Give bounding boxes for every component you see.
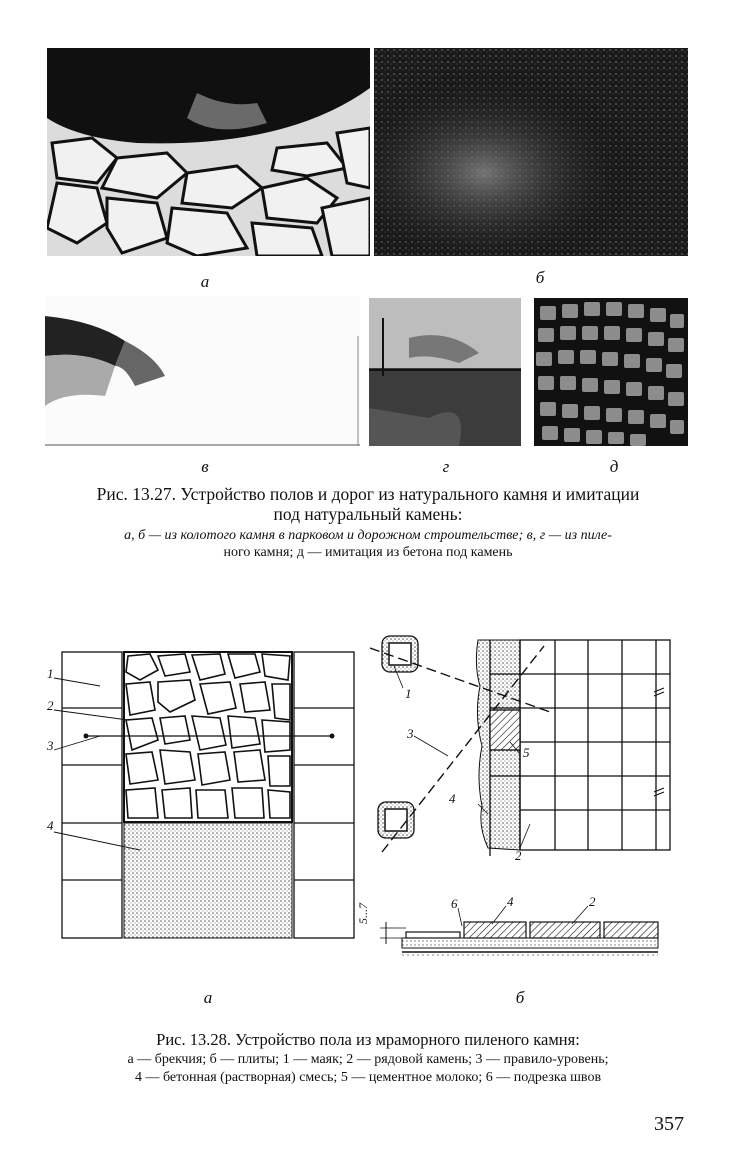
photo-d-concrete-imitation xyxy=(534,298,688,446)
callout-b-6: 6 xyxy=(451,896,458,911)
callout-b-4-section: 4 xyxy=(507,894,514,909)
fig28-desc-line1: а — брекчия; б — плиты; 1 — маяк; 2 — рядовой камень; 3 — правило-уровень; xyxy=(127,1052,609,1067)
photo-g-sawn-stone xyxy=(369,298,521,446)
drawing-b-slabs-plan xyxy=(370,626,700,866)
fig27-label-d: д xyxy=(609,457,619,476)
photo-a-split-stone-paving xyxy=(47,48,370,256)
callout-b-3: 3 xyxy=(407,726,414,741)
fig27-desc-line1: а, б — из колотого камня в парковом и дорожном строительстве; в, г — из пиле- xyxy=(124,528,612,543)
fig28-title: Рис. 13.28. Устройство пола из мраморного пиленого камня: xyxy=(156,1030,580,1049)
page-number: 357 xyxy=(654,1113,684,1135)
fig27-label-a: а xyxy=(200,272,210,291)
fig27-title-line2: под натуральный камень: xyxy=(273,504,463,524)
callout-b-2-section: 2 xyxy=(589,894,596,909)
callout-b-5: 5 xyxy=(523,745,530,760)
callout-a-3: 3 xyxy=(47,738,54,753)
drawing-b-section xyxy=(366,892,666,967)
callout-b-2: 2 xyxy=(515,848,522,863)
photo-b-split-stone-road xyxy=(374,48,688,256)
section-dimension: 5...7 xyxy=(356,903,370,924)
callout-a-2: 2 xyxy=(47,698,54,713)
callout-b-1: 1 xyxy=(405,686,412,701)
callout-b-4: 4 xyxy=(449,791,456,806)
fig28-label-a: а xyxy=(203,988,213,1007)
fig27-title-line1: Рис. 13.27. Устройство полов и дорог из натурального камня и имитации xyxy=(96,484,640,504)
drawing-a-breccia xyxy=(40,640,370,940)
fig27-label-b: б xyxy=(535,268,545,287)
fig28-desc-line2: 4 — бетонная (растворная) смесь; 5 — цементное молоко; 6 — подрезка швов xyxy=(134,1070,602,1085)
photo-v-sawn-stone xyxy=(45,296,360,446)
fig27-label-v: в xyxy=(201,457,209,476)
fig27-desc-line2: ного камня; д — имитация из бетона под камень xyxy=(223,545,513,560)
fig27-label-g: г xyxy=(442,457,450,476)
fig28-label-b: б xyxy=(515,988,525,1007)
callout-a-4: 4 xyxy=(47,818,54,833)
callout-a-1: 1 xyxy=(47,666,54,681)
